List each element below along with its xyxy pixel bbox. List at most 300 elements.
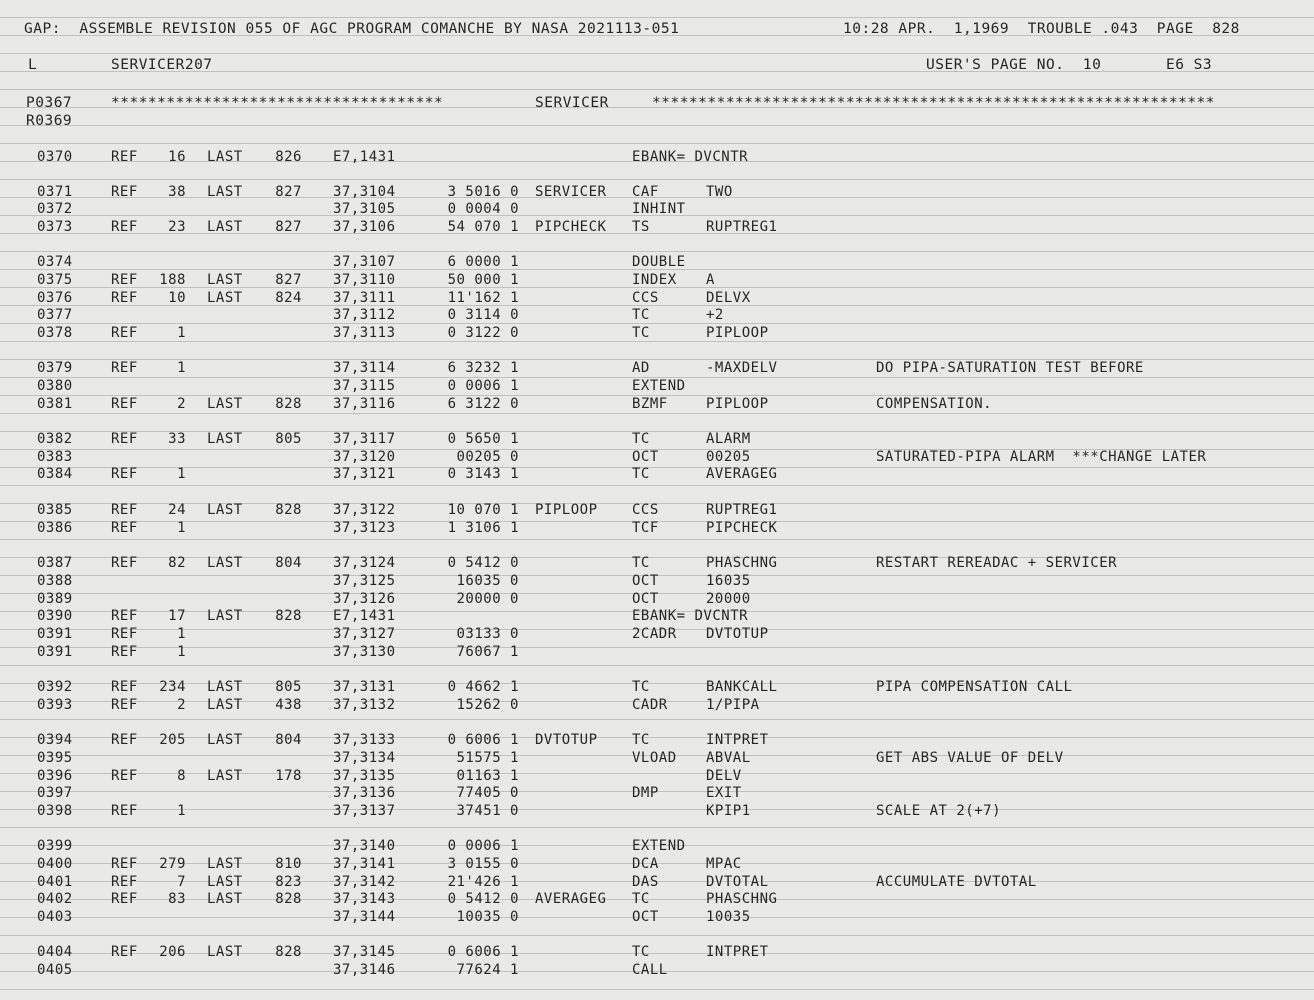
ref-label: REF [111, 644, 138, 660]
last-label: LAST [207, 697, 243, 713]
operand: DELVX [706, 290, 751, 306]
last-page: 827 [275, 184, 302, 200]
last-page: 824 [275, 290, 302, 306]
memory-address: 37,3137 [333, 803, 396, 819]
operand: 16035 [706, 573, 751, 589]
ref-label: REF [111, 679, 138, 695]
last-label: LAST [207, 502, 243, 518]
ref-count: 188 [159, 272, 186, 288]
program-banner: GAP: ASSEMBLE REVISION 055 OF AGC PROGRAM COMANCHE BY NASA 2021113-051 [24, 21, 680, 37]
last-label: LAST [207, 272, 243, 288]
user-page-number: USER'S PAGE NO. 10 E6 S3 [926, 57, 1213, 73]
octal-code: 3 5016 0 [447, 184, 519, 200]
listing-row [0, 802, 1314, 820]
line-number: 0387 [37, 555, 73, 571]
line-number: 0399 [37, 838, 73, 854]
memory-address: 37,3131 [333, 679, 396, 695]
header-line-1 [0, 20, 1314, 38]
ref-label: REF [111, 697, 138, 713]
octal-code: 10 070 1 [447, 502, 519, 518]
ref-count: 234 [159, 679, 186, 695]
operand: 20000 [706, 591, 751, 607]
operand: ALARM [706, 431, 751, 447]
ref-label: REF [111, 466, 138, 482]
ref-count: 279 [159, 856, 186, 872]
operand: 00205 [706, 449, 751, 465]
ref-count: 1 [177, 325, 186, 341]
ref-label: REF [111, 396, 138, 412]
last-page: 828 [275, 396, 302, 412]
operand: TWO [706, 184, 733, 200]
opcode: CCS [632, 290, 659, 306]
last-label: LAST [207, 555, 243, 571]
opcode: DAS [632, 874, 659, 890]
memory-address: 37,3145 [333, 944, 396, 960]
octal-code: 51575 1 [456, 750, 519, 766]
ref-count: 8 [177, 768, 186, 784]
operand: KPIP1 [706, 803, 751, 819]
last-label: LAST [207, 768, 243, 784]
memory-address: 37,3146 [333, 962, 396, 978]
memory-address: 37,3111 [333, 290, 396, 306]
listing-row [0, 519, 1314, 537]
symbol-label: PIPCHECK [535, 219, 607, 235]
octal-code: 00205 0 [456, 449, 519, 465]
log-section-name: SERVICER207 [111, 57, 213, 73]
memory-address: 37,3125 [333, 573, 396, 589]
opcode: EXTEND [632, 838, 686, 854]
comment: PIPA COMPENSATION CALL [876, 679, 1073, 695]
opcode: DCA [632, 856, 659, 872]
listing-row [0, 767, 1314, 785]
last-page: 810 [275, 856, 302, 872]
opcode: OCT [632, 909, 659, 925]
listing-row [0, 554, 1314, 572]
operand: AVERAGEG [706, 466, 778, 482]
last-page: 828 [275, 608, 302, 624]
memory-address: 37,3105 [333, 201, 396, 217]
octal-code: 16035 0 [456, 573, 519, 589]
line-number: 0374 [37, 254, 73, 270]
listing-row [0, 625, 1314, 643]
opcode: TC [632, 307, 650, 323]
operand: DELV [706, 768, 742, 784]
listing-row [0, 253, 1314, 271]
line-number: 0382 [37, 431, 73, 447]
last-page: 805 [275, 679, 302, 695]
octal-code: 1 3106 1 [447, 520, 519, 536]
opcode: CCS [632, 502, 659, 518]
octal-code: 37451 0 [456, 803, 519, 819]
opcode: TC [632, 555, 650, 571]
operand: RUPTREG1 [706, 219, 778, 235]
operand: MPAC [706, 856, 742, 872]
listing-row [0, 731, 1314, 749]
line-number: 0391 [37, 626, 73, 642]
ref-count: 1 [177, 466, 186, 482]
line-number: 0385 [37, 502, 73, 518]
last-label: LAST [207, 431, 243, 447]
octal-code: 0 3122 0 [447, 325, 519, 341]
line-number: 0384 [37, 466, 73, 482]
octal-code: 15262 0 [456, 697, 519, 713]
ref-label: REF [111, 732, 138, 748]
octal-code: 76067 1 [456, 644, 519, 660]
ref-count: 82 [168, 555, 186, 571]
operand: PHASCHNG [706, 555, 778, 571]
line-number: 0380 [37, 378, 73, 394]
memory-address: 37,3133 [333, 732, 396, 748]
ref-count: 23 [168, 219, 186, 235]
octal-code: 0 3114 0 [447, 307, 519, 323]
octal-code: 01163 1 [456, 768, 519, 784]
last-page: 804 [275, 732, 302, 748]
octal-code: 0 0006 1 [447, 838, 519, 854]
star-divider-left: ************************************ [111, 95, 444, 111]
line-number: 0388 [37, 573, 73, 589]
last-page: 827 [275, 219, 302, 235]
opcode: OCT [632, 573, 659, 589]
operand: RUPTREG1 [706, 502, 778, 518]
ref-count: 24 [168, 502, 186, 518]
last-page: 438 [275, 697, 302, 713]
operand: +2 [706, 307, 724, 323]
line-number: 0393 [37, 697, 73, 713]
listing-row [0, 148, 1314, 166]
opcode: EBANK= DVCNTR [632, 608, 749, 624]
operand: BANKCALL [706, 679, 778, 695]
line-number: 0378 [37, 325, 73, 341]
opcode: TC [632, 431, 650, 447]
memory-address: 37,3116 [333, 396, 396, 412]
line-number: 0390 [37, 608, 73, 624]
operand: DVTOTUP [706, 626, 769, 642]
listing-row [0, 678, 1314, 696]
ref-count: 10 [168, 290, 186, 306]
octal-code: 6 0000 1 [447, 254, 519, 270]
line-number: 0402 [37, 891, 73, 907]
header-line-3 [0, 94, 1314, 112]
memory-address: 37,3127 [333, 626, 396, 642]
listing-row [0, 395, 1314, 413]
last-page: 804 [275, 555, 302, 571]
octal-code: 20000 0 [456, 591, 519, 607]
ref-label: REF [111, 626, 138, 642]
symbol-label: SERVICER [535, 184, 607, 200]
line-number: 0392 [37, 679, 73, 695]
last-page: 828 [275, 502, 302, 518]
memory-address: 37,3135 [333, 768, 396, 784]
ref-label: REF [111, 149, 138, 165]
opcode: DOUBLE [632, 254, 686, 270]
ref-label: REF [111, 608, 138, 624]
memory-address: 37,3144 [333, 909, 396, 925]
listing-row [0, 465, 1314, 483]
last-label: LAST [207, 219, 243, 235]
card-id-secondary: R0369 [26, 113, 73, 129]
ref-count: 38 [168, 184, 186, 200]
comment: DO PIPA-SATURATION TEST BEFORE [876, 360, 1144, 376]
octal-code: 03133 0 [456, 626, 519, 642]
star-divider-right: ************************************************************* [652, 95, 1216, 111]
listing-row [0, 430, 1314, 448]
memory-address: 37,3122 [333, 502, 396, 518]
operand: PHASCHNG [706, 891, 778, 907]
listing-row [0, 183, 1314, 201]
listing-row [0, 943, 1314, 961]
octal-code: 54 070 1 [447, 219, 519, 235]
line-number: 0370 [37, 149, 73, 165]
opcode: TCF [632, 520, 659, 536]
line-number: 0386 [37, 520, 73, 536]
line-number: 0375 [37, 272, 73, 288]
line-number: 0397 [37, 785, 73, 801]
memory-address: 37,3124 [333, 555, 396, 571]
memory-address: 37,3134 [333, 750, 396, 766]
octal-code: 0 6006 1 [447, 732, 519, 748]
operand: EXIT [706, 785, 742, 801]
opcode: 2CADR [632, 626, 677, 642]
listing-row [0, 961, 1314, 979]
operand: INTPRET [706, 944, 769, 960]
memory-address: 37,3123 [333, 520, 396, 536]
ref-label: REF [111, 874, 138, 890]
operand: INTPRET [706, 732, 769, 748]
line-number: 0373 [37, 219, 73, 235]
opcode: EXTEND [632, 378, 686, 394]
ref-label: REF [111, 944, 138, 960]
opcode: TC [632, 732, 650, 748]
header-line-4 [0, 112, 1314, 130]
ref-count: 1 [177, 803, 186, 819]
listing-row [0, 607, 1314, 625]
memory-address: 37,3107 [333, 254, 396, 270]
opcode: TC [632, 679, 650, 695]
operand: PIPCHECK [706, 520, 778, 536]
line-number: 0383 [37, 449, 73, 465]
memory-address: 37,3121 [333, 466, 396, 482]
memory-address: E7,1431 [333, 608, 396, 624]
memory-address: E7,1431 [333, 149, 396, 165]
symbol-label: AVERAGEG [535, 891, 607, 907]
memory-address: 37,3130 [333, 644, 396, 660]
line-number: 0377 [37, 307, 73, 323]
ref-label: REF [111, 219, 138, 235]
symbol-label: PIPLOOP [535, 502, 598, 518]
opcode: TC [632, 891, 650, 907]
memory-address: 37,3136 [333, 785, 396, 801]
line-number: 0371 [37, 184, 73, 200]
opcode: DMP [632, 785, 659, 801]
opcode: OCT [632, 591, 659, 607]
operand: -MAXDELV [706, 360, 778, 376]
header-line-2 [0, 56, 1314, 74]
ref-count: 33 [168, 431, 186, 447]
operand: 10035 [706, 909, 751, 925]
opcode: TC [632, 944, 650, 960]
last-page: 828 [275, 944, 302, 960]
line-number: 0401 [37, 874, 73, 890]
comment: ACCUMULATE DVTOTAL [876, 874, 1037, 890]
comment: RESTART REREADAC + SERVICER [876, 555, 1118, 571]
listing-row [0, 784, 1314, 802]
listing-row [0, 501, 1314, 519]
last-label: LAST [207, 149, 243, 165]
comment: SATURATED-PIPA ALARM ***CHANGE LATER [876, 449, 1207, 465]
listing-row [0, 749, 1314, 767]
timestamp-and-page: 10:28 APR. 1,1969 TROUBLE .043 PAGE 828 [843, 21, 1240, 37]
listing-row [0, 890, 1314, 908]
last-page: 828 [275, 891, 302, 907]
memory-address: 37,3117 [333, 431, 396, 447]
last-page: 827 [275, 272, 302, 288]
line-number: 0398 [37, 803, 73, 819]
listing-row [0, 837, 1314, 855]
last-label: LAST [207, 290, 243, 306]
opcode: CAF [632, 184, 659, 200]
opcode: BZMF [632, 396, 668, 412]
ref-label: REF [111, 803, 138, 819]
octal-code: 0 0004 0 [447, 201, 519, 217]
listing-row [0, 448, 1314, 466]
operand: A [706, 272, 715, 288]
memory-address: 37,3113 [333, 325, 396, 341]
ref-label: REF [111, 555, 138, 571]
last-label: LAST [207, 679, 243, 695]
memory-address: 37,3143 [333, 891, 396, 907]
line-number: 0391 [37, 644, 73, 660]
octal-code: 10035 0 [456, 909, 519, 925]
memory-address: 37,3106 [333, 219, 396, 235]
octal-code: 77624 1 [456, 962, 519, 978]
ref-count: 1 [177, 626, 186, 642]
memory-address: 37,3141 [333, 856, 396, 872]
listing-row [0, 590, 1314, 608]
memory-address: 37,3140 [333, 838, 396, 854]
ref-label: REF [111, 184, 138, 200]
listing-row [0, 200, 1314, 218]
ref-label: REF [111, 431, 138, 447]
operand: ABVAL [706, 750, 751, 766]
listing-row [0, 643, 1314, 661]
last-label: LAST [207, 856, 243, 872]
octal-code: 0 4662 1 [447, 679, 519, 695]
opcode: AD [632, 360, 650, 376]
line-number: 0379 [37, 360, 73, 376]
last-page: 805 [275, 431, 302, 447]
line-number: 0396 [37, 768, 73, 784]
opcode: TC [632, 325, 650, 341]
listing-row [0, 572, 1314, 590]
octal-code: 0 3143 1 [447, 466, 519, 482]
octal-code: 11'162 1 [447, 290, 519, 306]
listing-row [0, 873, 1314, 891]
opcode: VLOAD [632, 750, 677, 766]
ref-label: REF [111, 272, 138, 288]
opcode: INDEX [632, 272, 677, 288]
ref-label: REF [111, 325, 138, 341]
memory-address: 37,3114 [333, 360, 396, 376]
listing-row [0, 271, 1314, 289]
listing-row [0, 289, 1314, 307]
last-label: LAST [207, 608, 243, 624]
last-label: LAST [207, 732, 243, 748]
ref-count: 83 [168, 891, 186, 907]
last-label: LAST [207, 184, 243, 200]
comment: COMPENSATION. [876, 396, 993, 412]
operand: PIPLOOP [706, 325, 769, 341]
ref-count: 205 [159, 732, 186, 748]
ref-count: 7 [177, 874, 186, 890]
ref-label: REF [111, 502, 138, 518]
listing-flag: L [28, 57, 38, 73]
card-id: P0367 [26, 95, 73, 111]
octal-code: 77405 0 [456, 785, 519, 801]
last-label: LAST [207, 874, 243, 890]
ref-count: 1 [177, 360, 186, 376]
ref-label: REF [111, 290, 138, 306]
operand: DVTOTAL [706, 874, 769, 890]
line-number: 0394 [37, 732, 73, 748]
memory-address: 37,3142 [333, 874, 396, 890]
octal-code: 0 5412 0 [447, 555, 519, 571]
octal-code: 21'426 1 [447, 874, 519, 890]
octal-code: 3 0155 0 [447, 856, 519, 872]
ref-count: 1 [177, 644, 186, 660]
opcode: CADR [632, 697, 668, 713]
octal-code: 0 5412 0 [447, 891, 519, 907]
octal-code: 0 5650 1 [447, 431, 519, 447]
ref-label: REF [111, 520, 138, 536]
section-title: SERVICER [535, 95, 609, 111]
listing-row [0, 696, 1314, 714]
listing-row [0, 306, 1314, 324]
ref-count: 2 [177, 396, 186, 412]
line-number: 0389 [37, 591, 73, 607]
octal-code: 6 3232 1 [447, 360, 519, 376]
ref-count: 1 [177, 520, 186, 536]
ref-count: 2 [177, 697, 186, 713]
last-page: 823 [275, 874, 302, 890]
memory-address: 37,3115 [333, 378, 396, 394]
opcode: INHINT [632, 201, 686, 217]
line-number: 0395 [37, 750, 73, 766]
memory-address: 37,3132 [333, 697, 396, 713]
opcode: OCT [632, 449, 659, 465]
listing-row [0, 908, 1314, 926]
ref-label: REF [111, 768, 138, 784]
last-label: LAST [207, 944, 243, 960]
ref-count: 206 [159, 944, 186, 960]
line-number: 0376 [37, 290, 73, 306]
symbol-label: DVTOTUP [535, 732, 598, 748]
last-label: LAST [207, 891, 243, 907]
octal-code: 50 000 1 [447, 272, 519, 288]
line-number: 0403 [37, 909, 73, 925]
last-label: LAST [207, 396, 243, 412]
octal-code: 6 3122 0 [447, 396, 519, 412]
octal-code: 0 0006 1 [447, 378, 519, 394]
memory-address: 37,3112 [333, 307, 396, 323]
memory-address: 37,3120 [333, 449, 396, 465]
last-page: 178 [275, 768, 302, 784]
memory-address: 37,3110 [333, 272, 396, 288]
ref-count: 16 [168, 149, 186, 165]
comment: SCALE AT 2(+7) [876, 803, 1002, 819]
ref-label: REF [111, 360, 138, 376]
line-number: 0372 [37, 201, 73, 217]
line-number: 0405 [37, 962, 73, 978]
